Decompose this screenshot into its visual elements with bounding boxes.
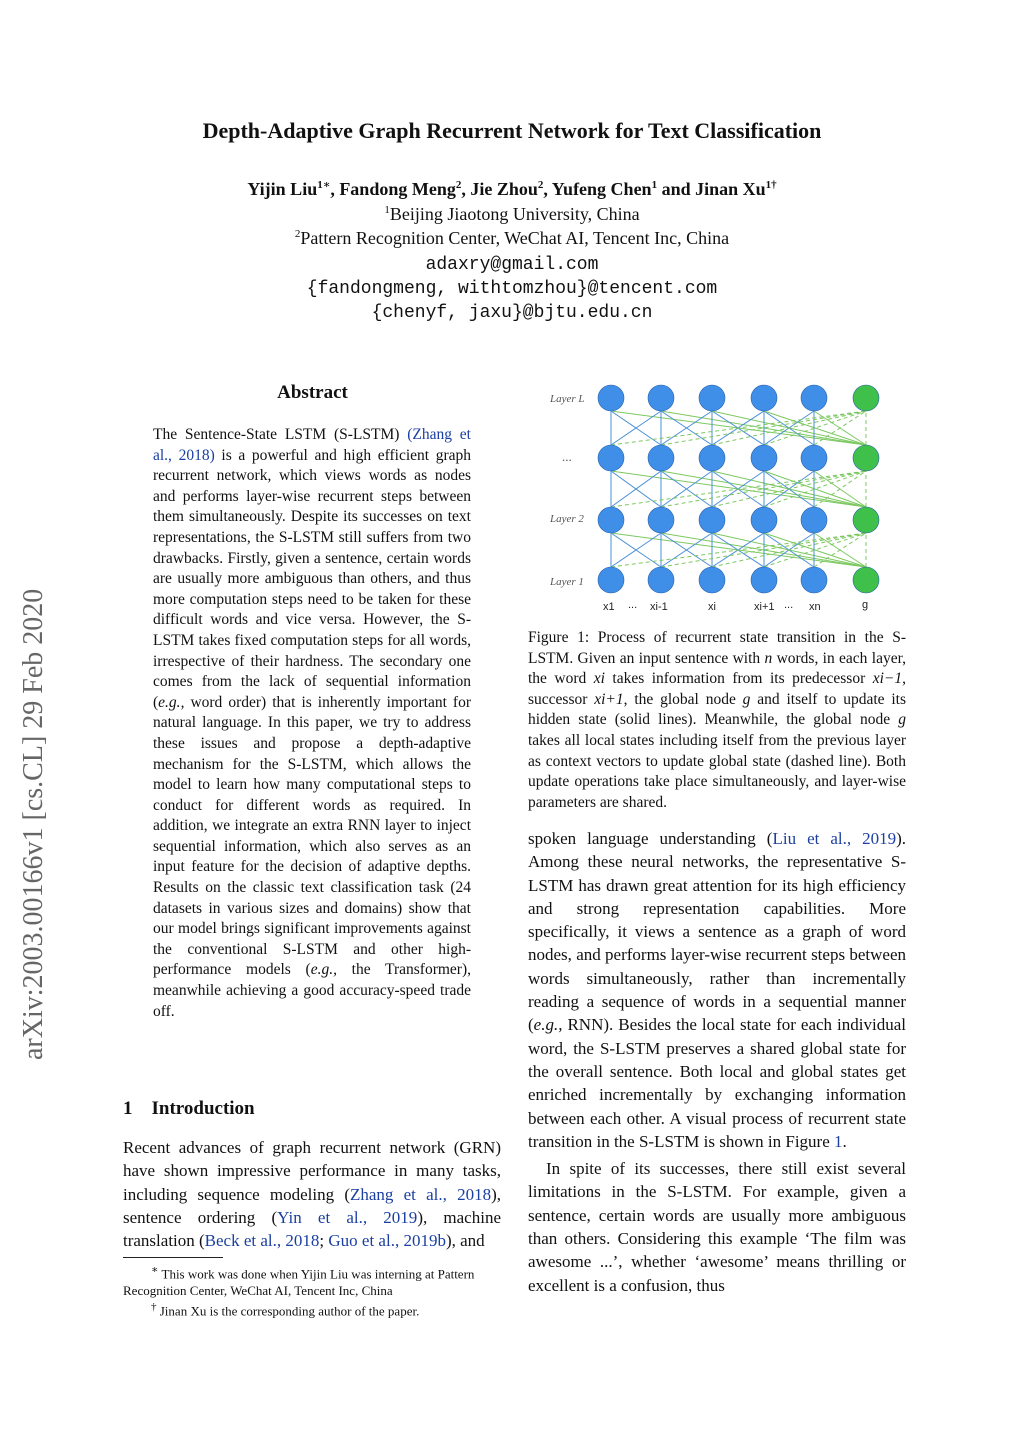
word-node bbox=[801, 445, 827, 471]
author-name: and Jinan Xu bbox=[657, 179, 766, 199]
footnote-2 bbox=[123, 1299, 501, 1320]
word-node bbox=[598, 567, 624, 593]
word-node bbox=[801, 567, 827, 593]
abstract-text: the Transformer), meanwhile achieving a good accuracy-speed trade off. bbox=[153, 961, 471, 1020]
caption-text: words, in each layer, the word bbox=[528, 649, 906, 688]
footnote-text: This work was done when Yijin Liu was interning at Pattern Recognition Center, WeChat AI, Tencent Inc, China bbox=[123, 1266, 475, 1298]
x-label: x1 bbox=[603, 601, 615, 613]
caption-math: xi−1 bbox=[872, 670, 903, 688]
footnote-mark: † bbox=[151, 1301, 157, 1314]
body-text: In spite of its successes, there still exist several limitations in the S-LSTM. For example, given a sentence, certain words are usually more ambiguous than others. Considering this example ‘The film was awesome ...’, whether ‘awesome’ means thrilling or excellent is a confusion, thus bbox=[528, 1159, 906, 1295]
figure-edges bbox=[611, 411, 866, 567]
figure-ref-link[interactable]: 1 bbox=[834, 1131, 843, 1151]
x-label: xi+1 bbox=[754, 601, 775, 613]
layer-label-L: Layer L bbox=[550, 393, 585, 405]
citation-link[interactable]: Beck et al., 2018 bbox=[204, 1231, 320, 1251]
section-title: Introduction bbox=[151, 1098, 255, 1119]
email-3: {chenyf, jaxu}@bjtu.edu.cn bbox=[371, 303, 653, 323]
x-label: xn bbox=[809, 601, 821, 613]
author-list bbox=[0, 178, 1024, 200]
x-label: xi bbox=[708, 601, 716, 613]
figure-caption bbox=[528, 628, 906, 813]
word-node bbox=[801, 507, 827, 533]
affil-mark: 1 bbox=[384, 204, 390, 216]
caption-text: and itself to update its hidden state (solid lines). Meanwhile, the global node bbox=[528, 690, 906, 729]
body-text: . bbox=[842, 1131, 847, 1151]
x-label: g bbox=[862, 599, 869, 611]
word-node bbox=[648, 385, 674, 411]
author-affil-mark: 2 bbox=[455, 179, 462, 191]
body-paragraph bbox=[528, 1157, 906, 1297]
affil-text: Pattern Recognition Center, WeChat AI, Tencent Inc, China bbox=[300, 228, 730, 248]
citation-link[interactable]: Yin et al., 2019 bbox=[277, 1207, 418, 1227]
affil-mark: 2 bbox=[294, 228, 301, 240]
email-2: {fandongmeng, withtomzhou}@tencent.com bbox=[306, 279, 718, 299]
intro-paragraph bbox=[123, 1136, 501, 1252]
body-text: ), machine translation ( bbox=[123, 1207, 501, 1251]
right-column-body bbox=[528, 827, 906, 1297]
body-text: ), sentence ordering ( bbox=[123, 1184, 501, 1227]
author-affil-mark: 1 bbox=[651, 179, 658, 191]
word-node bbox=[648, 567, 674, 593]
x-label: ... bbox=[628, 599, 638, 611]
email-1: adaxry@gmail.com bbox=[425, 255, 599, 275]
abstract-heading: Abstract bbox=[277, 382, 348, 403]
body-text: ), and bbox=[445, 1231, 485, 1251]
citation-link[interactable]: Liu et al., 2019 bbox=[772, 829, 897, 848]
word-node bbox=[699, 445, 725, 471]
author-affil-mark: 1∗ bbox=[317, 179, 331, 191]
author-name: , Jie Zhou bbox=[461, 179, 538, 199]
word-node bbox=[801, 385, 827, 411]
abstract-text: , word order) that is inherently important for natural language. In this paper, we try to address these issues and propose a depth-adaptive mechanism for the S-LSTM, which allows the model to learn how many computational steps to conduct for different words as required. In addition, we integrate an extra RNN layer to inject sequential information, which also serves as an input feature for the decision of adaptive depths. Results on the classic text classification task (24 datasets in various sizes and domains) show that our model brings significant improvements against the conventional S-LSTM and other high-performance models ( bbox=[153, 693, 471, 979]
body-text: RNN). Besides the local state for each individual word, the S-LSTM preserves a shared global state for the overall sentence. Both local and global states get enriched incrementally by exchanging information between each other. A visual process of recurrent state transition in the S-LSTM is shown in Figure bbox=[528, 1015, 906, 1151]
caption-math: n bbox=[764, 649, 773, 667]
affiliation-1 bbox=[0, 204, 1024, 225]
caption-math: g bbox=[742, 690, 751, 708]
caption-math: xi+1 bbox=[594, 690, 624, 708]
author-affil-mark: 1† bbox=[765, 179, 777, 191]
word-node bbox=[751, 445, 777, 471]
figure-1-slstm-diagram bbox=[528, 378, 908, 618]
layer-label-ellipsis: ... bbox=[562, 449, 572, 464]
word-node bbox=[598, 507, 624, 533]
caption-text: takes all local states including itself from the previous layer as context vectors to update global state (dashed line). Both update operations take place simultaneously, and layer-wise parameters are shared. bbox=[528, 731, 906, 811]
word-node bbox=[751, 507, 777, 533]
footnote-1 bbox=[123, 1262, 501, 1299]
abstract-text: e.g. bbox=[158, 693, 181, 711]
word-node bbox=[699, 385, 725, 411]
caption-text: Figure 1: Process of recurrent state transition in the S-LSTM. Given an input sentence with bbox=[528, 629, 906, 667]
arxiv-stamp: arXiv:2003.00166v1 [cs.CL] 29 Feb 2020 bbox=[18, 588, 49, 1060]
paper-title: Depth-Adaptive Graph Recurrent Network for Text Classification bbox=[202, 118, 822, 143]
x-label: ... bbox=[784, 599, 794, 611]
caption-text: , successor bbox=[528, 670, 906, 708]
abstract-text: The Sentence-State LSTM (S-LSTM) bbox=[153, 426, 408, 443]
footnote-rule bbox=[123, 1257, 223, 1258]
author-name: Yijin Liu bbox=[247, 179, 318, 199]
abstract-text: e.g., bbox=[310, 961, 337, 979]
citation-link[interactable]: (Zhang et al., 2018) bbox=[153, 426, 471, 464]
citation-link[interactable]: Guo et al., 2019b bbox=[328, 1231, 446, 1251]
word-node bbox=[751, 567, 777, 593]
word-node bbox=[598, 385, 624, 411]
footnote-mark: ∗ bbox=[151, 1264, 159, 1276]
caption-math: g bbox=[898, 711, 906, 729]
author-name: , Yufeng Chen bbox=[543, 179, 652, 199]
word-node bbox=[648, 445, 674, 471]
layer-label-2: Layer 2 bbox=[550, 513, 584, 525]
body-text: ). Among these neural networks, the representative S-LSTM has drawn great attention for its high efficiency and strong representation capabilities. More specifically, it views a sentence as a graph of word nodes, and performs layer-wise recurrent steps between words simultaneously, rather than incrementally reading a sequence of words in a sequential manner ( bbox=[528, 829, 906, 1035]
caption-math: xi bbox=[593, 670, 605, 688]
caption-text: takes information from its predecessor bbox=[604, 670, 873, 688]
word-node bbox=[699, 567, 725, 593]
body-paragraph bbox=[528, 827, 906, 1153]
word-node bbox=[751, 385, 777, 411]
abstract-text: is a powerful and high efficient graph recurrent network, which views words as nodes and performs layer-wise recurrent steps between them simultaneously. Despite its successes on text representations, the S-LSTM still suffers from two drawbacks. Firstly, given a sentence, certain words are usually more ambiguous than others, and thus more computation steps need to be taken for these difficult words and vice versa. However, the S-LSTM takes fixed computation steps for all words, irrespective of their hardness. The secondary one comes from the lack of sequential information ( bbox=[153, 446, 471, 711]
affiliation-2 bbox=[0, 228, 1024, 249]
layer-label-1: Layer 1 bbox=[550, 576, 584, 588]
body-text: ; bbox=[319, 1231, 329, 1251]
citation-link[interactable]: Zhang et al., 2018 bbox=[350, 1184, 492, 1204]
global-node bbox=[853, 567, 879, 593]
global-node bbox=[853, 445, 879, 471]
global-node bbox=[853, 507, 879, 533]
body-text: spoken language understanding ( bbox=[528, 829, 773, 848]
section-heading bbox=[123, 1098, 255, 1120]
author-affil-mark: 2 bbox=[537, 179, 544, 191]
body-text: e.g., bbox=[533, 1015, 563, 1035]
word-node bbox=[598, 445, 624, 471]
word-node bbox=[648, 507, 674, 533]
global-node bbox=[853, 385, 879, 411]
author-name: , Fandong Meng bbox=[330, 179, 456, 199]
footnotes bbox=[123, 1262, 501, 1320]
abstract-body bbox=[153, 425, 471, 1022]
section-number: 1 bbox=[123, 1098, 133, 1119]
x-label: xi-1 bbox=[650, 601, 668, 613]
caption-text: , the global node bbox=[623, 690, 743, 708]
footnote-text: Jinan Xu is the corresponding author of the paper. bbox=[156, 1303, 420, 1319]
body-text: Recent advances of graph recurrent network (GRN) have shown impressive performance in many tasks, including sequence modeling ( bbox=[123, 1138, 501, 1204]
affil-text: Beijing Jiaotong University, China bbox=[389, 204, 640, 224]
word-node bbox=[699, 507, 725, 533]
